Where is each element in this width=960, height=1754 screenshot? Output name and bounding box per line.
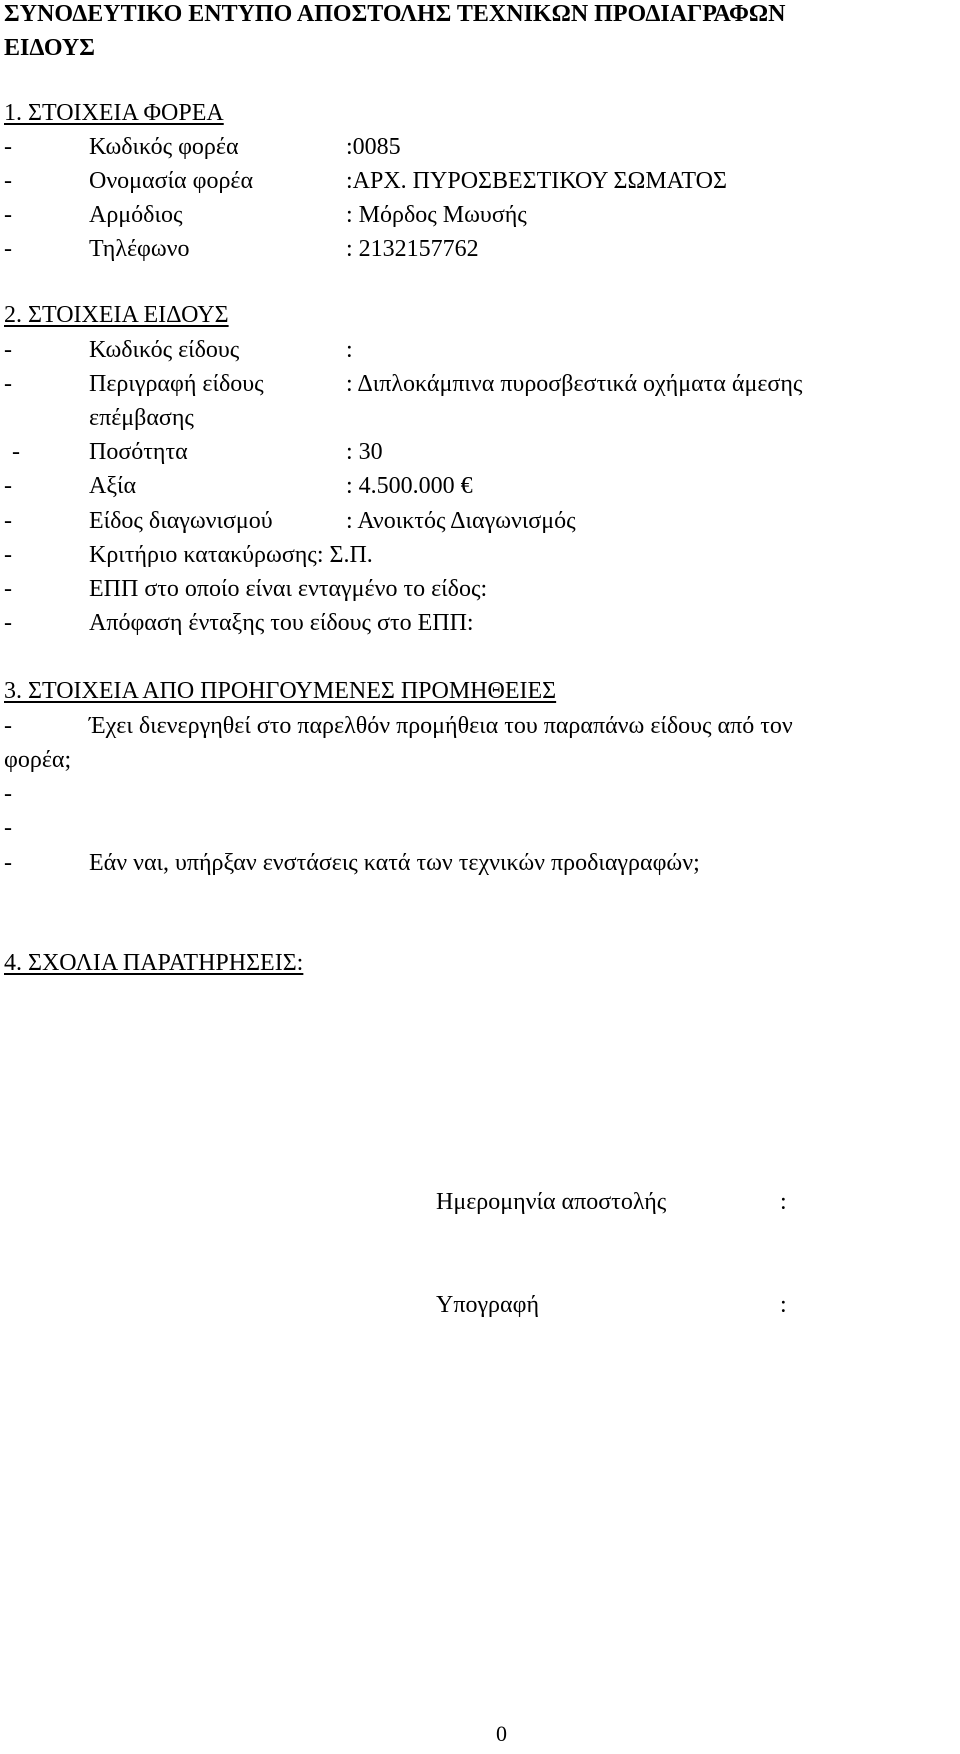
dash: - (4, 134, 12, 160)
dash: - (4, 815, 12, 841)
dash: - (4, 850, 12, 876)
document-title-line2: ΕΙΔΟΥΣ (4, 35, 95, 61)
dash: - (4, 508, 12, 534)
amount-label: Αξία (89, 473, 137, 499)
dash: - (4, 610, 12, 636)
objections-question: Εάν ναι, υπήρξαν ενστάσεις κατά των τεχνικών προδιαγραφών; (89, 850, 700, 876)
previous-procurement-question: Έχει διενεργηθεί στο παρελθόν προμήθεια του παραπάνω είδους από τον (89, 713, 793, 739)
item-description-continuation: επέμβασης (89, 405, 194, 431)
responsible-label: Αρμόδιος (89, 202, 183, 228)
dash: - (4, 473, 12, 499)
item-code-value: : (346, 337, 353, 363)
phone-value: : 2132157762 (346, 236, 479, 262)
dash: - (4, 168, 12, 194)
section4-heading: 4. ΣΧΟΛΙΑ ΠΑΡΑΤΗΡΗΣΕΙΣ: (4, 950, 304, 976)
dash: - (4, 781, 12, 807)
signature-label: Υπογραφή (436, 1292, 540, 1318)
dash: - (4, 236, 12, 262)
dash: - (4, 542, 12, 568)
dash: - (4, 713, 12, 739)
award-criterion: Κριτήριο κατακύρωσης: Σ.Π. (89, 542, 373, 568)
section3-heading: 3. ΣΤΟΙΧΕΙΑ ΑΠΟ ΠΡΟΗΓΟΥΜΕΝΕΣ ΠΡΟΜΗΘΕΙΕΣ (4, 678, 557, 704)
agency-code-value: :0085 (346, 134, 401, 160)
tender-type-value: : Ανοικτός Διαγωνισμός (346, 508, 576, 534)
item-description-value: : Διπλοκάμπινα πυροσβεστικά οχήματα άμεσης (346, 371, 803, 397)
section2-heading: 2. ΣΤΟΙΧΕΙΑ ΕΙΔΟΥΣ (4, 302, 229, 328)
section1-heading: 1. ΣΤΟΙΧΕΙΑ ΦΟΡΕΑ (4, 100, 224, 126)
dash: - (4, 337, 12, 363)
amount-value: : 4.500.000 € (346, 473, 473, 499)
dash: - (4, 371, 12, 397)
dash: - (4, 576, 12, 602)
send-date-colon: : (780, 1189, 787, 1215)
dash: - (4, 202, 12, 228)
item-description-label: Περιγραφή είδους (89, 371, 264, 397)
epp-decision: Απόφαση ένταξης του είδους στο ΕΠΠ: (89, 610, 474, 636)
phone-label: Τηλέφωνο (89, 236, 190, 262)
signature-colon: : (780, 1292, 787, 1318)
agency-name-label: Ονομασία φορέα (89, 168, 254, 194)
previous-procurement-question-cont: φορέα; (4, 747, 72, 773)
agency-code-label: Κωδικός φορέα (89, 134, 239, 160)
quantity-label: Ποσότητα (89, 439, 188, 465)
page-number: 0 (496, 1721, 507, 1746)
epp-item: ΕΠΠ στο οποίο είναι ενταγμένο το είδος: (89, 576, 488, 602)
dash: - (12, 439, 20, 465)
quantity-value: : 30 (346, 439, 383, 465)
send-date-label: Ημερομηνία αποστολής (436, 1189, 667, 1215)
item-code-label: Κωδικός είδους (89, 337, 240, 363)
tender-type-label: Είδος διαγωνισμού (89, 508, 273, 534)
agency-name-value: :ΑΡΧ. ΠΥΡΟΣΒΕΣΤΙΚΟΥ ΣΩΜΑΤΟΣ (346, 168, 727, 194)
responsible-value: : Μόρδος Μωυσής (346, 202, 527, 228)
document-title-line1: ΣΥΝΟΔΕΥΤΙΚΟ ΕΝΤΥΠΟ ΑΠΟΣΤΟΛΗΣ ΤΕΧΝΙΚΩΝ ΠΡΟΔΙΑΓΡΑΦΩΝ (4, 1, 786, 27)
